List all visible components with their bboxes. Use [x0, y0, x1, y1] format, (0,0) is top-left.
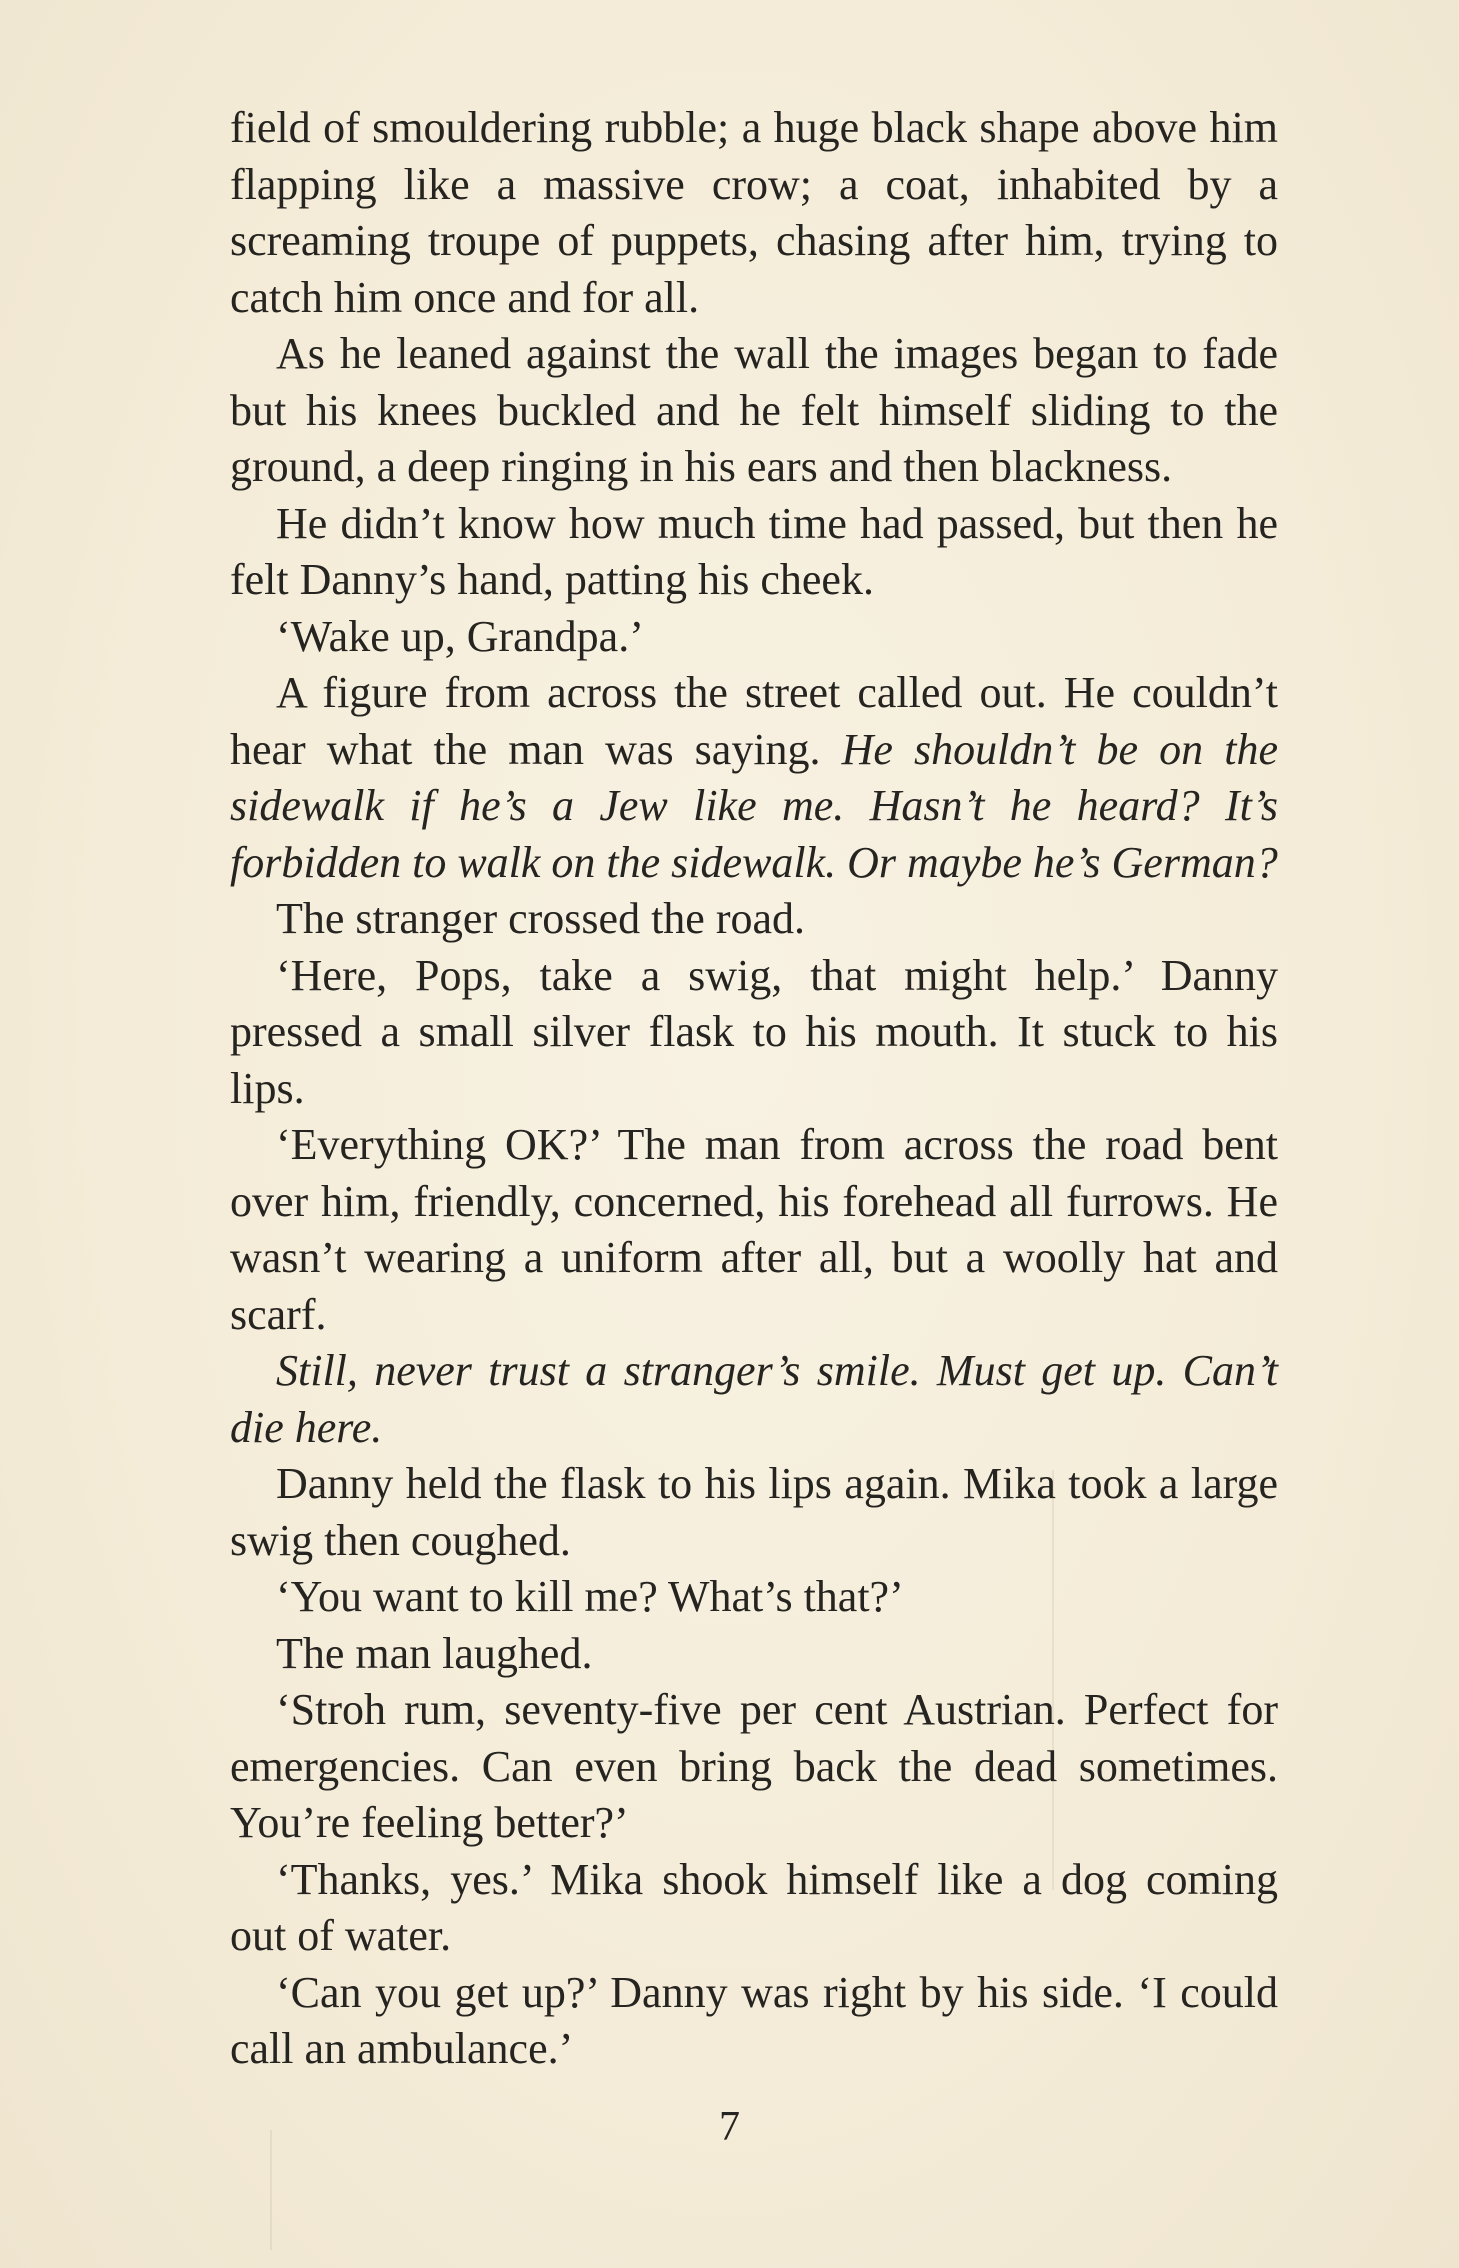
- paragraph: [230, 1117, 1278, 1343]
- paragraph: [230, 1852, 1278, 1965]
- paragraph: [230, 1456, 1278, 1569]
- text-run: The stranger crossed the road.: [276, 894, 806, 943]
- text-run: ‘Here, Pops, take a swig, that might help.’ Danny pressed a small silver flask to his mouth. It stuck to his lips.: [230, 950, 1278, 1113]
- paragraph: [230, 1682, 1278, 1852]
- body-text: [230, 100, 1278, 2078]
- text-run: ‘Wake up, Grandpa.’: [276, 611, 644, 661]
- italic-text-run: He shouldn’t be on the sidewalk if he’s a Jew like me. Hasn’t he heard? It’s forbidden to walk on the sidewalk. Or maybe he’s German?: [230, 724, 1278, 887]
- text-run: Danny held the flask to his lips again. Mika took a large swig then coughed.: [230, 1459, 1278, 1565]
- paragraph: [230, 1569, 1278, 1626]
- text-run: As he leaned against the wall the images began to fade but his knees buckled and he felt himself sliding to the ground, a deep ringing in his ears and then blackness.: [230, 329, 1278, 491]
- text-run: A figure from across the street called out. He couldn’t hear what the man was saying.: [230, 668, 1278, 774]
- text-run: ‘Thanks, yes.’ Mika shook himself like a dog coming out of water.: [230, 1854, 1278, 1960]
- text-run: He didn’t know how much time had passed, but then he felt Danny’s hand, patting his cheek.: [230, 498, 1278, 604]
- paragraph: [230, 1626, 1278, 1683]
- italic-text-run: Still, never trust a stranger’s smile. Must get up. Can’t die here.: [230, 1346, 1278, 1452]
- paragraph: [230, 100, 1278, 326]
- paragraph: [230, 1965, 1278, 2078]
- paragraph: [230, 496, 1278, 609]
- page-number: 7: [719, 2104, 740, 2150]
- text-run: ‘Everything OK?’ The man from across the road bent over him, friendly, concerned, his forehead all furrows. He wasn’t wearing a uniform after all, but a woolly hat and scarf.: [230, 1120, 1278, 1339]
- text-run: ‘You want to kill me? What’s that?’: [276, 1572, 904, 1621]
- text-run: field of smouldering rubble; a huge black shape above him flapping like a massive crow; a coat, inhabited by a screaming troupe of puppets, chasing after him, trying to catch him once and for all.: [230, 103, 1278, 322]
- paragraph: [230, 609, 1278, 666]
- paragraph: [230, 1343, 1278, 1456]
- paragraph: [230, 891, 1278, 948]
- text-run: The man laughed.: [276, 1628, 593, 1678]
- text-run: ‘Stroh rum, seventy-five per cent Austrian. Perfect for emergencies. Can even bring back the dead sometimes. You’re feeling better?’: [230, 1685, 1278, 1847]
- text-run: ‘Can you get up?’ Danny was right by his side. ‘I could call an ambulance.’: [230, 1967, 1278, 2073]
- paragraph: [230, 326, 1278, 496]
- paragraph: [230, 948, 1278, 1118]
- paragraph: [230, 665, 1278, 891]
